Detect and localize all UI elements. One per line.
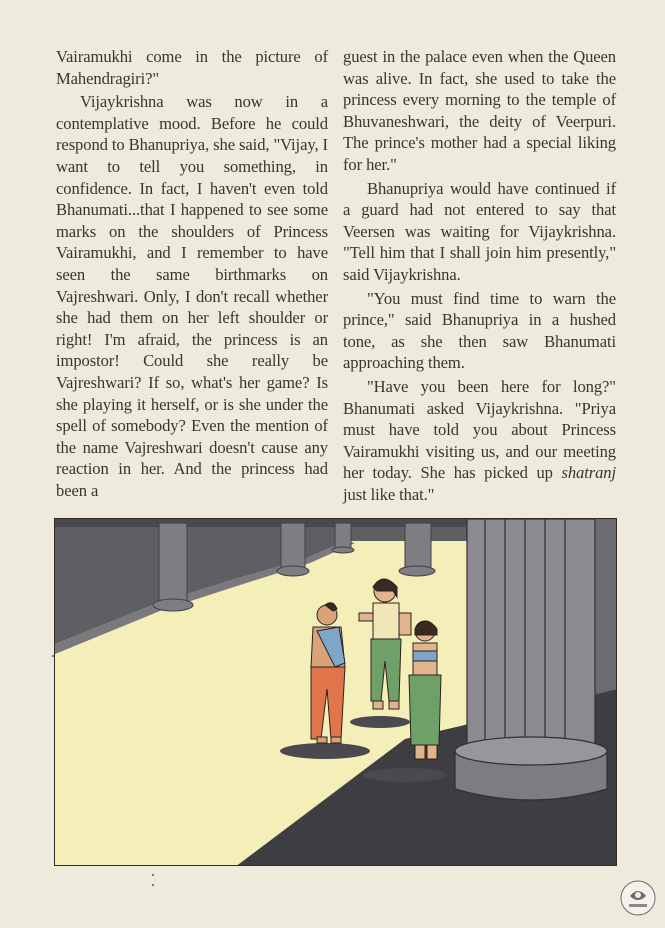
speck	[152, 874, 154, 876]
italic-word: shatranj	[561, 463, 616, 483]
paragraph-text: "Have you been here for long?" Bhanumati asked Vijaykrishna. "Priya must have told you about Princess Vairamukhi visiting us, and our meeting her today. She has picked up	[343, 376, 616, 483]
paragraph: "You must find time to warn the prince," said Bhanupriya in a hushed tone, as she then saw Bhanumati approaching them.	[343, 288, 616, 373]
large-pillar	[455, 519, 607, 800]
paragraph: Bhanupriya would have continued if a guard had not entered to say that Veersen was waiting for Vijaykrishna. "Tell him that I shall join him presently," said Vijaykrishna.	[343, 178, 616, 284]
publisher-logo-icon	[618, 878, 658, 918]
right-text-column	[343, 46, 616, 505]
paragraph	[343, 376, 616, 506]
speck	[52, 655, 54, 657]
paragraph-text: just like that."	[343, 484, 435, 504]
paragraph: guest in the palace even when the Queen was alive. In fact, she used to take the princess every morning to the temple of Bhuvaneshwari, the deity of Veerpuri. The prince's mother had a special liking for her."	[343, 47, 616, 174]
paragraph: Vijaykrishna was now in a contemplative mood. Before he could respond to Bhanupriya, she said, "Vijay, I want to tell you something, in confidence. In fact, I haven't even told Bhanumati...that I happened to see some marks on the shoulders of Princess Vairamukhi, and I remember to have seen the same birthmarks on Vajreshwari. Only, I don't recall whether she had them on her left shoulder or right! I'm afraid, the princess is an impostor! Could she really be Vajreshwari? If so, what's her game? Is she playing it herself, or is she under the spell of somebody? Even the mention of the name Vajreshwari doesn't cause any reaction in her. And the princess had been a	[56, 92, 328, 500]
left-text-column	[56, 46, 328, 501]
palace-hall-illustration	[54, 518, 617, 866]
speck	[152, 884, 154, 886]
paragraph: Vairamukhi come in the picture of Mahendragiri?"	[56, 47, 328, 88]
